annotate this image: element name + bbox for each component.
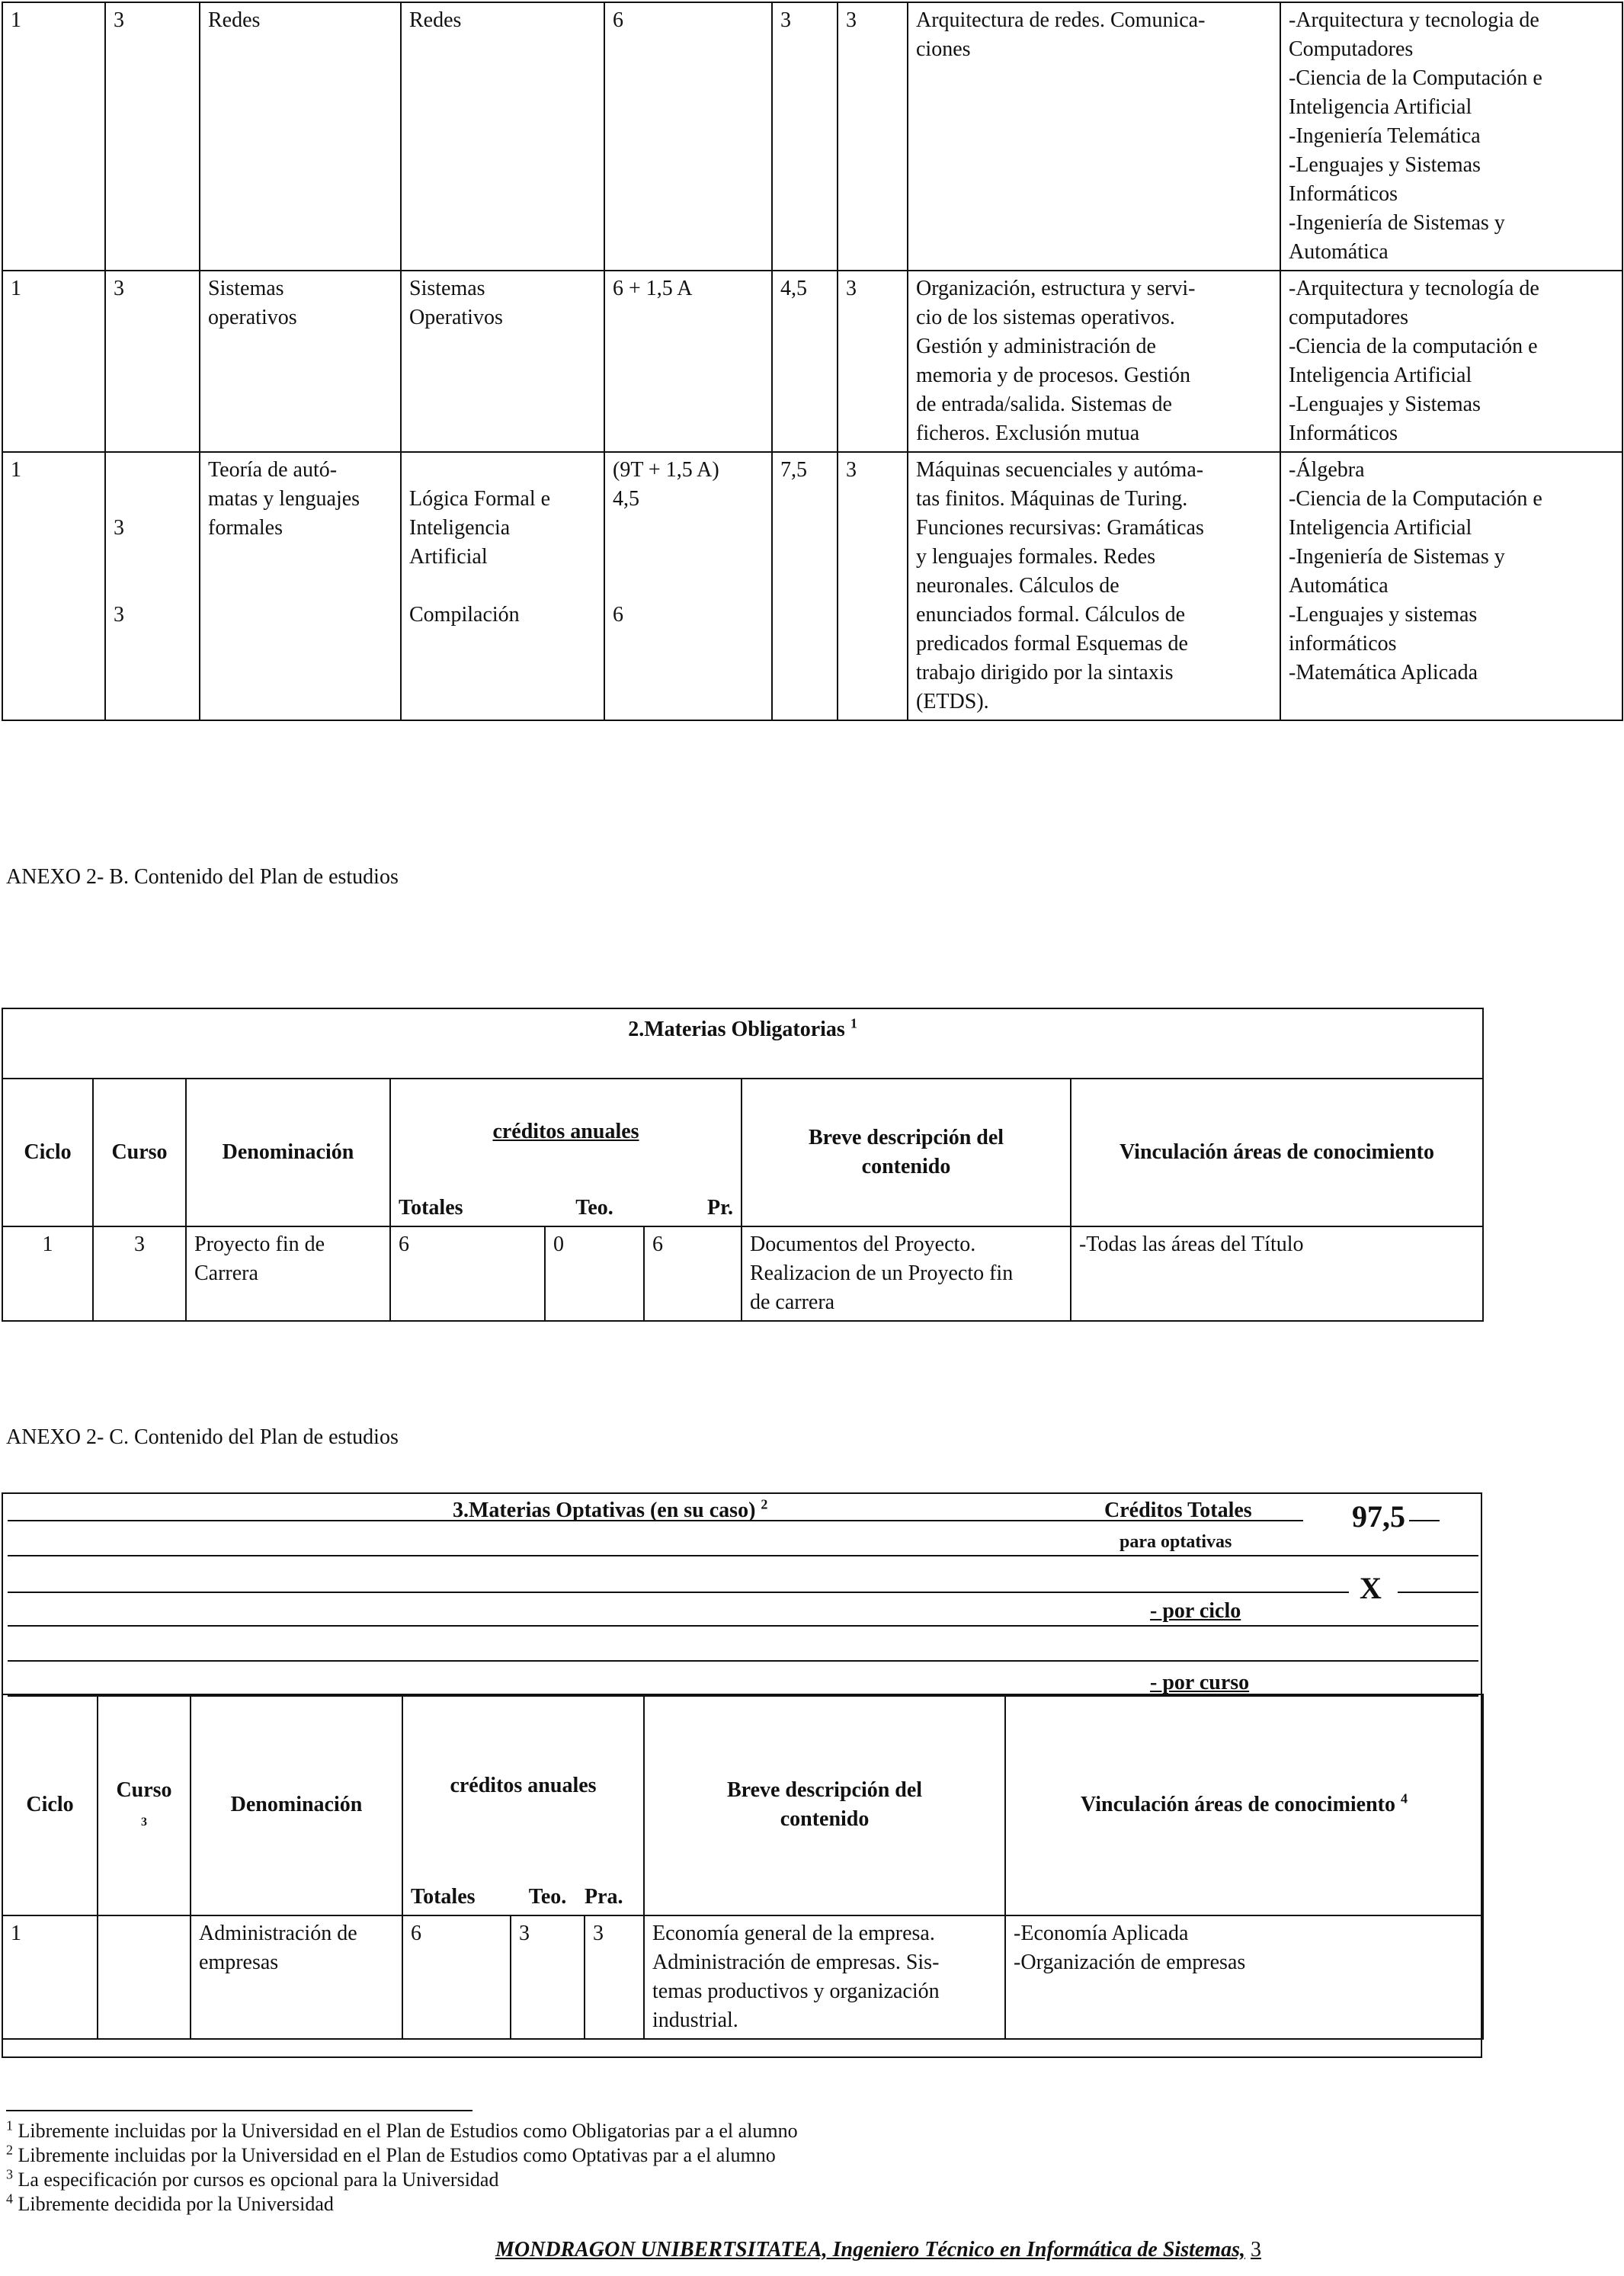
x-mark: X — [1360, 1571, 1382, 1605]
anexo-b-caption: ANEXO 2- B. Contenido del Plan de estudios — [6, 865, 399, 889]
obligatorias-title-footnote-ref: 1 — [850, 1015, 857, 1031]
cell-curso — [98, 1915, 191, 2039]
cell-teo: 3 — [772, 2, 838, 271]
rule — [8, 1625, 1478, 1627]
footer-institution: MONDRAGON UNIBERTSITATEA, Ingeniero Técnico en Informática de Sistemas, — [495, 2238, 1245, 2262]
optativas-title: 3.Materias Optativas (en su caso) — [453, 1499, 756, 1522]
footnote — [6, 2143, 798, 2168]
optativas-title-footnote-ref: 2 — [761, 1496, 768, 1512]
cell-pr: 3 — [838, 271, 908, 452]
col-creditos-anuales: créditos anuales — [492, 1120, 639, 1143]
cell-ciclo: 1 — [2, 271, 105, 452]
cell-denominacion: Proyecto fin de Carrera — [186, 1226, 390, 1321]
cell-curso: 3 3 — [105, 452, 200, 720]
cell-pr: 6 — [644, 1226, 742, 1321]
cell-teo: 0 — [545, 1226, 644, 1321]
table-row — [2, 271, 1622, 452]
cell-totales: 6 — [604, 2, 772, 271]
col-pra: Pra. — [585, 1877, 644, 1915]
cell-teo: 7,5 — [772, 452, 838, 720]
cell-pr: 3 — [838, 2, 908, 271]
rule — [1409, 1520, 1440, 1521]
col-areas-label: Vinculación áreas de conocimiento — [1081, 1793, 1396, 1816]
footnote-separator — [6, 2110, 472, 2111]
cell-pra: 3 — [585, 1915, 644, 2039]
col-areas — [1005, 1694, 1483, 1915]
footnotes — [6, 2119, 798, 2217]
cell-denominacion: Teoría de autó- matas y lenguajes formales — [200, 452, 401, 720]
cell-ciclo: 1 — [2, 1226, 93, 1321]
cell-ciclo: 1 — [2, 1915, 98, 2039]
col-curso — [98, 1694, 191, 1915]
footnote — [6, 2119, 798, 2143]
cell-areas: -Economía Aplicada -Organización de empresas — [1005, 1915, 1483, 2039]
cell-areas: -Todas las áreas del Título — [1071, 1226, 1483, 1321]
rule — [8, 1520, 1303, 1521]
cell-totales: (9T + 1,5 A) 4,5 6 — [604, 452, 772, 720]
table-row — [2, 1226, 1483, 1321]
cell-descripcion: Organización, estructura y servi- cio de los sistemas operativos. Gestión y administración de memoria y de procesos. Gestión de entrada/salida. Sistemas de ficheros. Exclusión mutua — [908, 271, 1280, 452]
col-denominacion: Denominación — [191, 1694, 402, 1915]
cell-descripcion: Arquitectura de redes. Comunica- ciones — [908, 2, 1280, 271]
col-pr: Pr. — [644, 1184, 742, 1226]
cell-pr: 3 — [838, 452, 908, 720]
cell-descripcion: Máquinas secuenciales y autóma- tas finitos. Máquinas de Turing. Funciones recursivas: Gramáticas y lenguajes formales. Redes neuronales. Cálculos de enunciados formal. Cálculos de predicados formal Esquemas de trabajo dirigido por la sintaxis (ETDS). — [908, 452, 1280, 720]
anexo-c-caption: ANEXO 2- C. Contenido del Plan de estudios — [6, 1425, 399, 1449]
col-teo: Teo. — [511, 1877, 585, 1915]
cell-totales: 6 + 1,5 A — [604, 271, 772, 452]
cell-areas: -Arquitectura y tecnologia de Computadores -Ciencia de la Computación e Inteligencia Artificial -Ingeniería Telemática -Lenguajes y Sistemas Informáticos -Ingeniería de Sistemas y Automática — [1280, 2, 1622, 271]
cell-curso: 3 — [105, 2, 200, 271]
footnote-number: 4 — [6, 2191, 13, 2207]
col-totales: Totales — [402, 1877, 511, 1915]
materias-optativas-table — [2, 1694, 1484, 2040]
rule — [1398, 1592, 1478, 1593]
col-areas-footnote-ref: 4 — [1401, 1790, 1408, 1806]
col-denominacion: Denominación — [186, 1079, 390, 1226]
cell-areas: -Álgebra -Ciencia de la Computación e Inteligencia Artificial -Ingeniería de Sistemas y Automática -Lenguajes y sistemas informáticos -Matemática Aplicada — [1280, 452, 1622, 720]
cell-denominacion: Administración de empresas — [191, 1915, 402, 2039]
col-areas: Vinculación áreas de conocimiento — [1071, 1079, 1483, 1226]
rule — [8, 1592, 1349, 1593]
cell-denominacion: Redes — [200, 2, 401, 271]
page-number: 3 — [1250, 2238, 1261, 2262]
cell-asignatura: Redes — [401, 2, 604, 271]
col-descripcion: Breve descripción del contenido — [644, 1694, 1005, 1915]
col-curso-label: Curso — [116, 1778, 172, 1802]
creditos-totales-label: Créditos Totales — [1104, 1499, 1252, 1522]
col-descripcion: Breve descripción del contenido — [742, 1079, 1071, 1226]
footnote-text: La especificación por cursos es opcional para la Universidad — [18, 2169, 499, 2191]
cell-denominacion: Sistemas operativos — [200, 271, 401, 452]
cell-ciclo: 1 — [2, 452, 105, 720]
col-curso: Curso — [93, 1079, 186, 1226]
footnote-number: 3 — [6, 2166, 13, 2182]
col-ciclo: Ciclo — [2, 1079, 93, 1226]
para-optativas-label: para optativas — [1120, 1532, 1232, 1552]
materias-obligatorias-table — [2, 1008, 1484, 1322]
col-teo: Teo. — [545, 1184, 644, 1226]
table-row — [2, 2, 1622, 271]
page-footer — [495, 2238, 1261, 2262]
obligatorias-title: 2.Materias Obligatorias — [628, 1018, 845, 1041]
footnote-number: 2 — [6, 2142, 13, 2158]
cell-teo: 3 — [511, 1915, 585, 2039]
footnote-text: Libremente incluidas por la Universidad en el Plan de Estudios como Obligatorias par a el alumno — [18, 2120, 798, 2142]
cell-asignatura: Lógica Formal e Inteligencia Artificial Compilación — [401, 452, 604, 720]
footnote-text: Libremente incluidas por la Universidad en el Plan de Estudios como Optativas par a el alumno — [18, 2144, 776, 2166]
por-curso-label: - por curso — [1150, 1671, 1250, 1694]
col-totales: Totales — [390, 1184, 545, 1226]
por-ciclo-label: - por ciclo — [1150, 1599, 1241, 1623]
cell-descripcion: Documentos del Proyecto. Realizacion de un Proyecto fin de carrera — [742, 1226, 1071, 1321]
footnote — [6, 2168, 798, 2192]
cell-totales: 6 — [402, 1915, 511, 2039]
cell-curso: 3 — [93, 1226, 186, 1321]
cell-descripcion: Economía general de la empresa. Administración de empresas. Sis- temas productivos y organización industrial. — [644, 1915, 1005, 2039]
table-row — [2, 1915, 1483, 2039]
footnote — [6, 2192, 798, 2217]
rule — [8, 1555, 1478, 1556]
cell-teo: 4,5 — [772, 271, 838, 452]
materias-table-continuation — [2, 2, 1623, 721]
footnote-text: Libremente decidida por la Universidad — [18, 2193, 334, 2215]
creditos-totales-value: 97,5 — [1352, 1499, 1405, 1534]
cell-ciclo: 1 — [2, 2, 105, 271]
cell-areas: -Arquitectura y tecnología de computadores -Ciencia de la computación e Inteligencia Artificial -Lenguajes y Sistemas Informáticos — [1280, 271, 1622, 452]
cell-asignatura: Sistemas Operativos — [401, 271, 604, 452]
col-curso-footnote-ref: 3 — [141, 1816, 147, 1829]
cell-curso: 3 — [105, 271, 200, 452]
footnote-number: 1 — [6, 2117, 13, 2133]
col-ciclo: Ciclo — [2, 1694, 98, 1915]
col-creditos-anuales: créditos anuales — [402, 1694, 644, 1877]
cell-totales: 6 — [390, 1226, 545, 1321]
rule — [8, 1660, 1478, 1662]
table-row — [2, 452, 1622, 720]
